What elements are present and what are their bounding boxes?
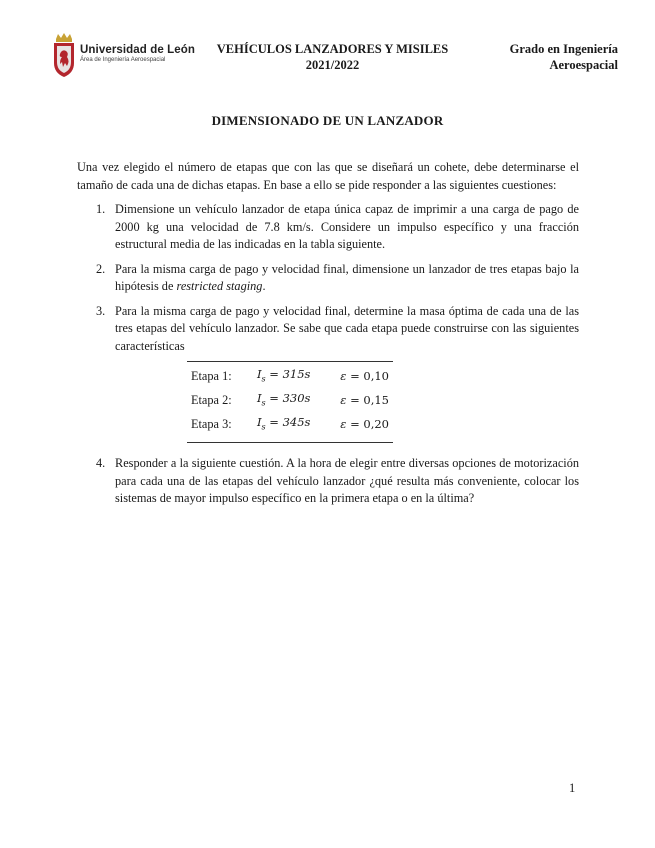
question-text-part: . xyxy=(262,279,266,293)
question-item-3 xyxy=(77,303,579,356)
isp-value: 345s xyxy=(282,415,311,430)
isp-subscript: s xyxy=(261,398,266,408)
equals-sign: = xyxy=(265,391,283,406)
question-text: Responder a la siguiente cuestión. A la hora de elegir entre diversas opciones de motorización para cada una de las etapas del vehículo lanzador ¿qué resulta más conveniente, colocar los sistemas de mayor impulso específico en la primera etapa o en la última? xyxy=(115,456,579,505)
stage-isp xyxy=(257,390,339,412)
emphasized-term: restricted staging xyxy=(176,279,263,293)
isp-subscript: s xyxy=(261,422,266,432)
isp-subscript: s xyxy=(261,374,266,384)
course-year: 2021/2022 xyxy=(305,58,360,72)
page-title: DIMENSIONADO DE UN LANZADOR xyxy=(211,113,444,128)
epsilon-symbol: ε xyxy=(340,369,347,384)
stage-row xyxy=(187,413,393,437)
equals-sign: = xyxy=(265,415,283,430)
question-number: 2. xyxy=(96,261,106,276)
equals-sign: = xyxy=(346,417,364,432)
epsilon-symbol: ε xyxy=(340,417,347,432)
stage-row xyxy=(187,365,393,389)
question-number: 3. xyxy=(96,303,106,318)
question-list-continued xyxy=(77,455,579,508)
epsilon-value: 0,20 xyxy=(363,417,389,432)
isp-symbol: I xyxy=(257,391,262,406)
stage-epsilon xyxy=(339,368,393,386)
question-item-1 xyxy=(77,201,579,254)
course-title: VEHÍCULOS LANZADORES Y MISILES xyxy=(216,42,449,56)
stage-epsilon xyxy=(339,392,393,410)
equals-sign: = xyxy=(265,367,283,382)
question-text: Dimensione un vehículo lanzador de etapa única capaz de imprimir a una carga de pago de 2000 kg una velocidad de 7.8 km/s. Considere un impulso específico y una fracción estructural media de las indicadas en la tabla siguiente. xyxy=(115,202,579,251)
department-name: Área de Ingeniería Aeroespacial xyxy=(80,57,166,63)
stage-epsilon xyxy=(339,416,393,434)
equals-sign: = xyxy=(346,369,364,384)
document-body xyxy=(77,159,579,515)
isp-symbol: I xyxy=(257,415,262,430)
stages-table xyxy=(187,361,393,443)
question-text xyxy=(115,262,579,294)
stage-isp xyxy=(257,414,339,436)
page-number: 1 xyxy=(569,781,576,795)
stage-row xyxy=(187,389,393,413)
epsilon-symbol: ε xyxy=(340,393,347,408)
stage-isp xyxy=(257,366,339,388)
isp-value: 330s xyxy=(282,391,311,406)
question-text-part: Para la misma carga de pago y velocidad final, dimensione un lanzador de tres etapas bajo la hipótesis de xyxy=(115,261,579,293)
equals-sign: = xyxy=(346,393,364,408)
stage-name: Etapa 3: xyxy=(191,417,232,432)
degree-line-1: Grado en Ingeniería xyxy=(509,42,618,56)
course-header xyxy=(200,41,465,73)
question-number: 4. xyxy=(96,456,106,470)
question-item-4 xyxy=(77,455,579,508)
isp-symbol: I xyxy=(257,367,262,382)
epsilon-value: 0,10 xyxy=(363,369,389,384)
degree-line-2: Aeroespacial xyxy=(549,58,618,72)
question-number: 1. xyxy=(96,202,106,216)
isp-value: 315s xyxy=(282,367,311,382)
university-seal-icon xyxy=(52,33,76,79)
intro-paragraph: Una vez elegido el número de etapas que con las que se diseñará un cohete, debe determinarse el tamaño de cada una de dichas etapas. En base a ello se pide responder a las siguientes cuestiones: xyxy=(77,160,579,192)
university-name: Universidad de León xyxy=(80,44,196,56)
degree-header xyxy=(510,41,618,73)
stage-name: Etapa 2: xyxy=(191,393,232,408)
question-list xyxy=(77,201,579,355)
question-text: Para la misma carga de pago y velocidad final, determine la masa óptima de cada una de las tres etapas del vehículo lanzador. Se sabe que cada etapa puede construirse con las siguientes características xyxy=(115,303,579,353)
question-item-2 xyxy=(77,261,579,296)
stage-name: Etapa 1: xyxy=(191,369,232,384)
epsilon-value: 0,15 xyxy=(363,393,389,408)
